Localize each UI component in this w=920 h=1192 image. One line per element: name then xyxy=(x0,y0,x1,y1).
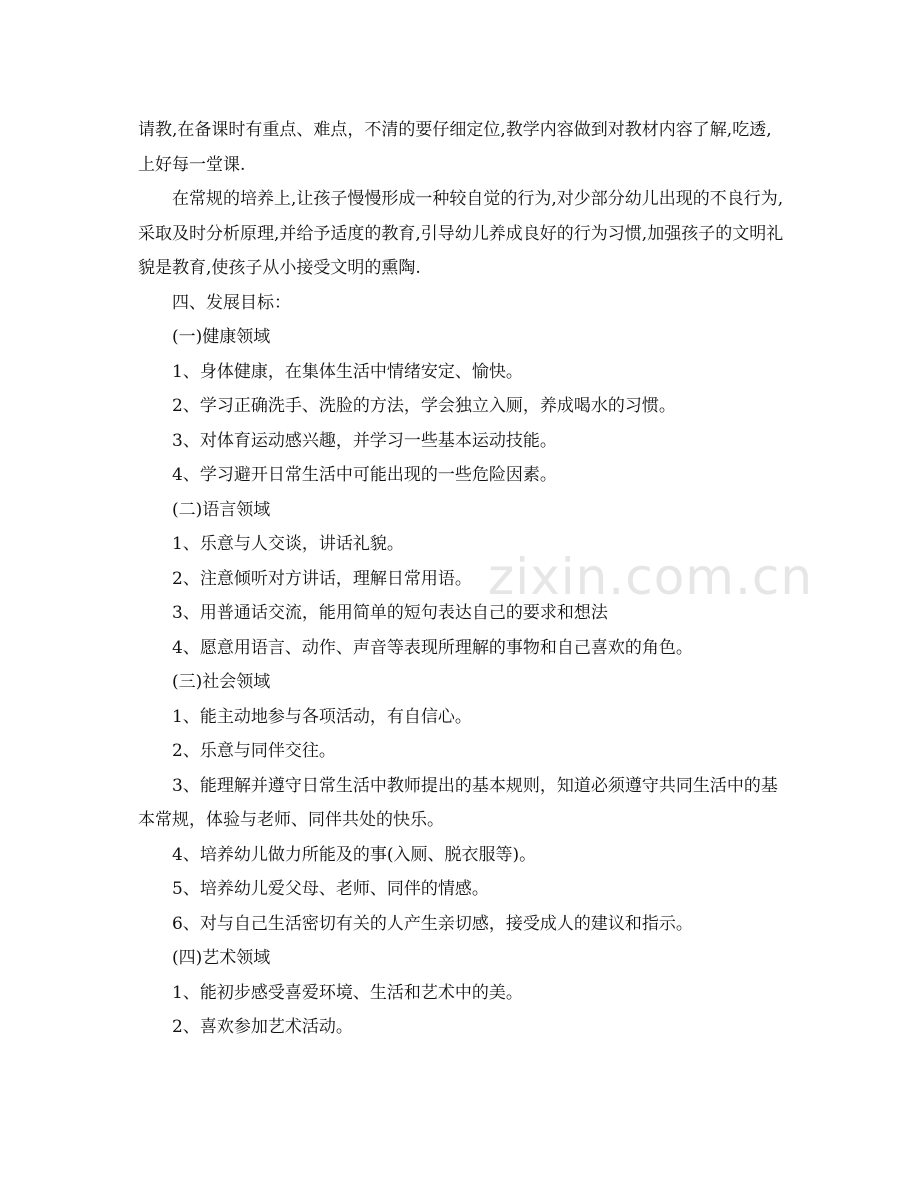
list-item: 4、培养幼儿做力所能及的事(入厕、脱衣服等)。 xyxy=(172,844,537,865)
subsection-heading: (二)语言领域 xyxy=(172,499,271,520)
list-item: 6、对与自己生活密切有关的人产生亲切感，接受成人的建议和指示。 xyxy=(172,913,693,934)
list-item: 1、身体健康，在集体生活中情绪安定、愉快。 xyxy=(172,361,523,382)
list-item: 3、对体育运动感兴趣，并学习一些基本运动技能。 xyxy=(172,430,557,451)
paragraph: 在常规的培养上,让孩子慢慢形成一种较自觉的行为,对少部分幼儿出现的不良行为,采取及时分析原理,并给予适度的教育,引导幼儿养成良好的行为习惯,加强孩子的文明礼貌是教育,使孩子从小接受文明的熏陶. xyxy=(138,189,784,278)
watermark-text: zixin.com.cn xyxy=(488,548,814,606)
list-item: 4、学习避开日常生活中可能出现的一些危险因素。 xyxy=(172,465,557,485)
list-item: 3、用普通话交流，能用简单的短句表达自己的要求和想法 xyxy=(172,603,608,623)
list-item: 2、注意倾听对方讲话，理解日常用语。 xyxy=(172,568,472,589)
list-item: 1、乐意与人交谈，讲话礼貌。 xyxy=(172,534,404,554)
list-item: 1、能主动地参与各项活动，有自信心。 xyxy=(172,706,472,727)
subsection-heading: (一)健康领域 xyxy=(172,327,271,347)
list-item: 5、培养幼儿爱父母、老师、同伴的情感。 xyxy=(172,879,489,899)
list-item: 2、学习正确洗手、洗脸的方法，学会独立入厕，养成喝水的习惯。 xyxy=(172,396,676,416)
list-item: 1、能初步感受喜爱环境、生活和艺术中的美。 xyxy=(172,982,523,1003)
section-heading: 四、发展目标： xyxy=(172,292,291,313)
list-item: 4、愿意用语言、动作、声音等表现所理解的事物和自己喜欢的角色。 xyxy=(172,637,693,658)
document-body xyxy=(138,113,788,1045)
list-item: 3、能理解并遵守日常生活中教师提出的基本规则，知道必须遵守共同生活中的基本常规，体验与老师、同伴共处的快乐。 xyxy=(138,775,778,830)
list-item: 2、乐意与同伴交往。 xyxy=(172,741,336,761)
paragraph: 请教,在备课时有重点、难点，不清的要仔细定位,教学内容做到对教材内容了解,吃透,上好每一堂课. xyxy=(138,120,772,175)
subsection-heading: (四)艺术领域 xyxy=(172,948,271,968)
list-item: 2、喜欢参加艺术活动。 xyxy=(172,1017,353,1037)
subsection-heading: (三)社会领域 xyxy=(172,672,271,692)
